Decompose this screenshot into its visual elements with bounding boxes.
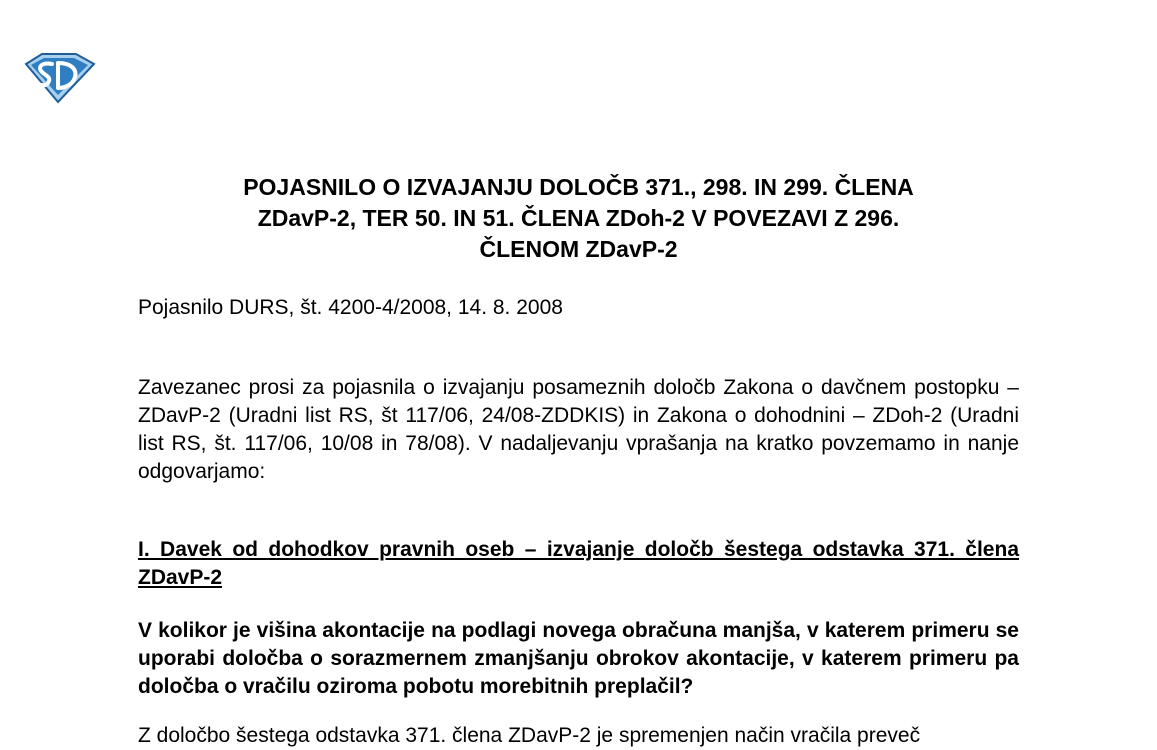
sd-logo-icon [22,50,96,104]
title-line-3: ČLENOM ZDavP-2 [479,236,678,262]
title-line-2: ZDavP-2, TER 50. IN 51. ČLENA ZDoh-2 V POVEZAVI Z 296. [257,205,900,231]
title-line-1: POJASNILO O IZVAJANJU DOLOČB 371., 298. IN 299. ČLENA [243,174,914,200]
question-paragraph: V kolikor je višina akontacije na podlagi novega obračuna manjša, v katerem primeru se uporabi določba o sorazmernem zmanjšanju obrokov akontacije, v katerem primeru pa določba o vračilu oziroma pobotu morebitnih preplačil? [138,619,1019,698]
document-title [138,172,1019,265]
section-heading: I. Davek od dohodkov pravnih oseb – izvajanje določb šestega odstavka 371. člena ZDavP-2 [138,538,1019,589]
document-reference: Pojasnilo DURS, št. 4200-4/2008, 14. 8. 2008 [138,296,563,319]
answer-paragraph: Z določbo šestega odstavka 371. člena ZDavP-2 je spremenjen način vračila preveč [138,724,921,747]
intro-paragraph: Zavezanec prosi za pojasnila o izvajanju posameznih določb Zakona o davčnem postopku – ZDavP-2 (Uradni list RS, št 117/06, 24/08-ZDDKIS) in Zakona o dohodnini – ZDoh-2 (Uradni list RS, št. 117/06, 10/08 in 78/08). V nadaljevanju vprašanja na kratko povzemamo in nanje odgovarjamo: [138,376,1019,483]
